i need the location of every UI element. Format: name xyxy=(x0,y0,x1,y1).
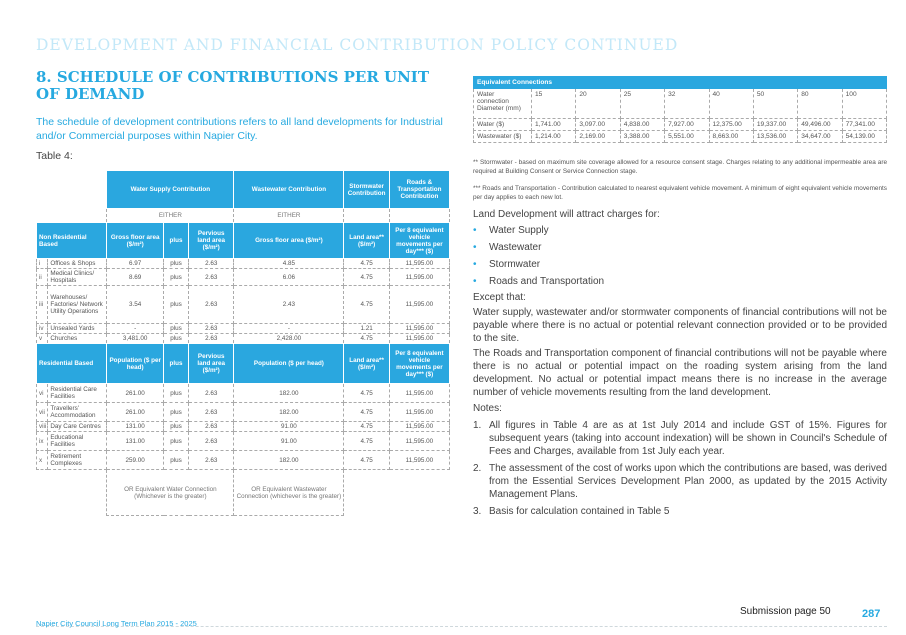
header-roads: Roads & Transportation Contribution xyxy=(389,171,449,209)
col-pervious-land-area: Pervious land area ($/m²) xyxy=(189,223,234,259)
either-label: EITHER xyxy=(234,209,344,223)
table-row: ix Educational Facilities 131.00 plus 2.63 91.00 4.75 11,595.00 xyxy=(37,432,450,451)
col-pervious-land-area: Pervious land area ($/m²) xyxy=(189,344,234,384)
col-vehicle-movements: Per 8 equivalent vehicle movements per day*** ($) xyxy=(389,344,449,384)
table-row: i Offices & Shops 6.97 plus 2.63 4.85 4.75 11,595.00 xyxy=(37,259,450,269)
contributions-table xyxy=(36,170,450,516)
col-ww-population: Population ($ per head) xyxy=(234,344,344,384)
equivalent-connections-table xyxy=(473,76,887,143)
table-row: ii Medical Clinics/ Hospitals 8.69 plus 2.63 6.06 4.75 11,595.00 xyxy=(37,269,450,286)
footnote-stormwater: ** Stormwater - based on maximum site coverage allowed for a resource consent stage. Charges relating to any additional impermeable area are required at Building Consent or Service Connection stage. xyxy=(473,159,887,175)
table-row: Wastewater ($) 1,214.00 2,169.00 3,388.00 5,551.00 8,663.00 13,536.00 34,647.00 54,139.00 xyxy=(474,131,887,143)
list-item: 3. Basis for calculation contained in Table 5 xyxy=(473,506,670,517)
paragraph-roads: The Roads and Transportation component of financial contributions will not be payable where there is no actual or potential impact on the roading system arising from the land development. No actual or potential impact means there is no increase in the average number of vehicle movements resulting from the land development. xyxy=(473,348,887,398)
notes-list xyxy=(473,419,887,522)
table-row: iii Warehouses/ Factories/ Network Utility Operations 3.54 plus 2.63 2.43 4.75 11,595.00 xyxy=(37,286,450,324)
document-banner: DEVELOPMENT AND FINANCIAL CONTRIBUTION POLICY CONTINUED xyxy=(36,36,679,54)
col-land-area: Land area** ($/m²) xyxy=(344,344,389,384)
table-row: v Churches 3,481.00 plus 2.63 2,428.00 4.75 11,595.00 xyxy=(37,334,450,344)
residential-heading: Residential Based xyxy=(37,344,107,384)
header-wastewater: Wastewater Contribution xyxy=(234,171,344,209)
header-stormwater: Stormwater Contribution xyxy=(344,171,389,209)
or-equivalent-wastewater: OR Equivalent Wastewater Connection (whichever is the greater) xyxy=(234,470,344,516)
charges-list xyxy=(473,225,887,293)
list-item: • Roads and Transportation xyxy=(473,276,605,287)
or-equivalent-water: OR Equivalent Water Connection (Whichever is the greater) xyxy=(107,470,234,516)
table-row: Water connection Diameter (mm) 15 20 25 32 40 50 80 100 xyxy=(474,89,887,119)
submission-page-label: Submission page 50 xyxy=(740,606,831,617)
paragraph-connections: Water supply, wastewater and/or stormwater components of financial contributions will not be payable where there is no actual or potential relevant connection provided or to be provided to the site. xyxy=(473,307,887,344)
bullet-icon: • xyxy=(473,276,477,287)
table-row: Water ($) 1,741.00 3,097.00 4,838.00 7,927.00 12,375.00 19,337.00 49,496.00 77,341.00 xyxy=(474,119,887,131)
notes-label: Notes: xyxy=(473,403,502,414)
col-plus: plus xyxy=(164,223,189,259)
except-label: Except that: xyxy=(473,292,526,303)
page-number: 287 xyxy=(862,608,881,620)
either-label: EITHER xyxy=(107,209,234,223)
header-water-supply: Water Supply Contribution xyxy=(107,171,234,209)
footnote-roads: *** Roads and Transportation - Contribution calculated to nearest equivalent vehicle movement. A minimum of eight equivalent vehicle movements per day applies to each new lot. xyxy=(473,185,887,201)
table-row: vii Travellers' Accommodation 261.00 plus 2.63 182.00 4.75 11,595.00 xyxy=(37,403,450,422)
non-residential-heading: Non Residential Based xyxy=(37,223,107,259)
bullet-icon: • xyxy=(473,242,477,253)
list-item: • Stormwater xyxy=(473,259,541,270)
list-item: • Water Supply xyxy=(473,225,549,236)
charges-intro: Land Development will attract charges for: xyxy=(473,209,660,220)
section-heading: 8. SCHEDULE OF CONTRIBUTIONS PER UNIT OF DEMAND xyxy=(36,68,429,103)
col-gross-floor-area: Gross floor area ($/m²) xyxy=(107,223,164,259)
col-vehicle-movements: Per 8 equivalent vehicle movements per day*** ($) xyxy=(389,223,449,259)
list-item: • Wastewater xyxy=(473,242,542,253)
intro-paragraph: The schedule of development contributions refers to all land developments for Industrial and/or Commercial purposes within Napier City. xyxy=(36,116,443,142)
col-plus: plus xyxy=(164,344,189,384)
col-population: Population ($ per head) xyxy=(107,344,164,384)
table-label: Table 4: xyxy=(36,150,73,162)
col-land-area: Land area** ($/m²) xyxy=(344,223,389,259)
table-row: viii Day Care Centres 131.00 plus 2.63 91.00 4.75 11,595.00 xyxy=(37,422,450,432)
bullet-icon: • xyxy=(473,259,477,270)
bullet-icon: • xyxy=(473,225,477,236)
col-ww-gross-floor-area: Gross floor area ($/m²) xyxy=(234,223,344,259)
list-item: 2. The assessment of the cost of works upon which the contributions are based, was derived from the Essential Services Development Plan 2000, as updated by the 2015 Activity Management Plans. xyxy=(473,463,887,500)
equivalent-connections-title: Equivalent Connections xyxy=(474,77,887,89)
list-item: 1. All figures in Table 4 are as at 1st July 2014 and include GST of 15%. Figures for subsequent years (taking into account indexation) will be shown in Council's Schedule of Fees and Charges, available from 1st July each year. xyxy=(473,420,887,457)
table-row: vi Residential Care Facilities 261.00 plus 2.63 182.00 4.75 11,595.00 xyxy=(37,384,450,403)
table-row: x Retirement Complexes 259.00 plus 2.63 182.00 4.75 11,595.00 xyxy=(37,451,450,470)
table-row: iv Unsealed Yards - plus 2.63 - 1.21 11,595.00 xyxy=(37,324,450,334)
footer-title: Napier City Council Long Term Plan 2015 - 2025 xyxy=(36,619,197,628)
